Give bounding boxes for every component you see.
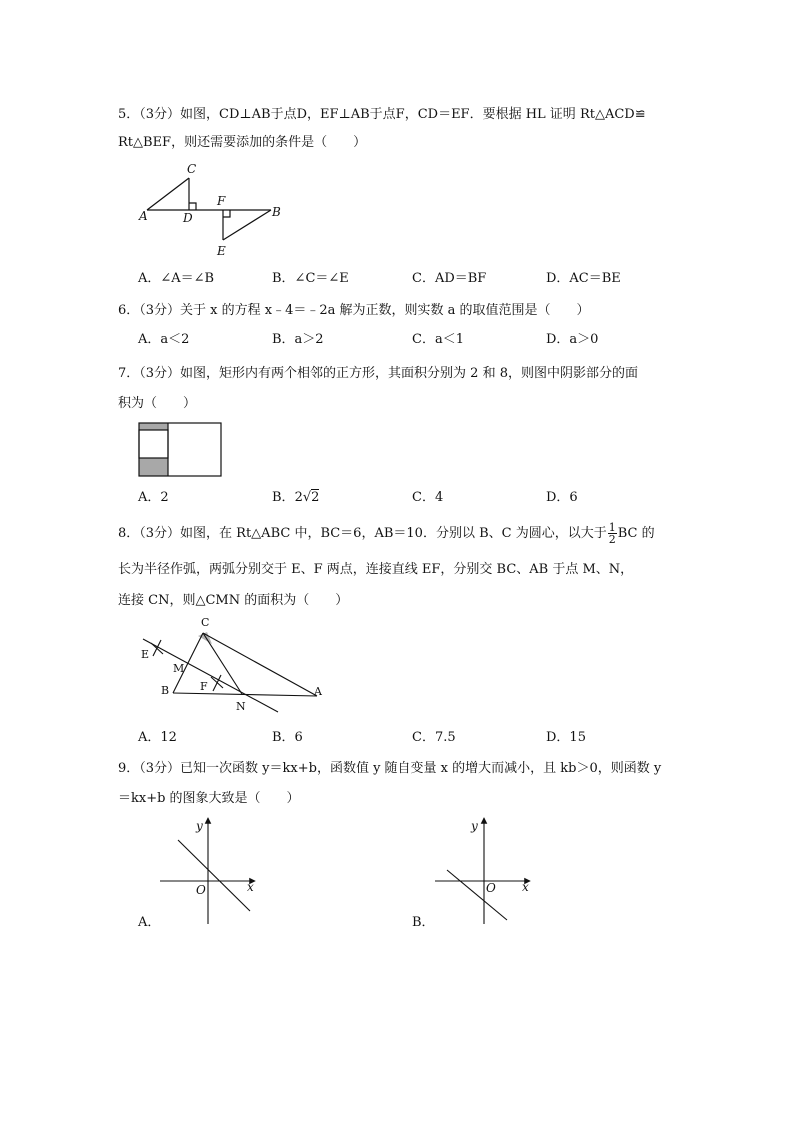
q8-line-1: [118, 522, 655, 545]
q8-option-c: C．7.5: [412, 730, 456, 745]
fraction-denominator: 2: [608, 533, 616, 546]
q8-option-b: B．6: [272, 730, 303, 745]
q9b-function-line: [447, 870, 507, 920]
q8-label-a: A: [314, 685, 322, 698]
q5-label-a: A: [139, 209, 148, 223]
q9-graph-b: [425, 812, 545, 930]
q9a-label-x: x: [247, 880, 254, 894]
q5-label-c: C: [187, 162, 197, 176]
q6-option-c: C．a＜1: [412, 332, 464, 347]
q9-line-2: ＝kx+b 的图象大致是（ ）: [118, 791, 300, 806]
q5-label-d: D: [183, 211, 193, 225]
q7-option-d: D．6: [546, 490, 578, 505]
q8-label-n: N: [236, 700, 246, 713]
q7-line-2: 积为（ ）: [118, 396, 197, 411]
q7-option-a: A．2: [138, 490, 169, 505]
q8-option-a: A．12: [138, 730, 177, 745]
q6-option-b: B．a＞2: [272, 332, 324, 347]
q5-figure: [135, 160, 295, 260]
q5-line-2: Rt△BEF，则还需要添加的条件是（ ）: [118, 135, 367, 150]
q5-option-c: C．AD＝BF: [412, 271, 487, 286]
q7-small-square: [139, 430, 168, 458]
q5-line-1: 5．（3分）如图，CD⊥AB于点D，EF⊥AB于点F，CD＝EF．要根据 HL 证明 Rt△ACD≌: [118, 107, 646, 122]
q9b-label-y: y: [471, 819, 478, 833]
q5-label-e: E: [217, 244, 226, 258]
q8-label-m: M: [173, 662, 185, 675]
q8-line-1-tail: BC 的: [617, 526, 655, 541]
q8-line-2: 长为半径作弧，两弧分别交于 E、F 两点，连接直线 EF，分别交 BC、AB 于点 M、N，: [118, 562, 634, 577]
q5-label-b: B: [272, 205, 281, 219]
fraction-numerator: 1: [608, 521, 616, 534]
q7-option-b: [272, 489, 319, 507]
q9-option-a: A．: [138, 915, 161, 930]
q8-line-3: 连接 CN，则△CMN 的面积为（ ）: [118, 593, 349, 608]
q5-option-d: D．AC＝BE: [546, 271, 621, 286]
q9b-label-x: x: [522, 880, 529, 894]
q7-option-b-radicand: 2: [311, 490, 320, 505]
q5-right-angle-f: [223, 210, 230, 217]
q9-option-b: B．: [412, 915, 435, 930]
q7-shaded-bottom: [139, 458, 168, 476]
q5-right-angle-d: [189, 203, 196, 210]
q5-line-ac: [147, 178, 189, 210]
q8-label-e: E: [141, 648, 150, 661]
q9-graph-a: [150, 812, 270, 930]
q5-label-f: F: [217, 194, 226, 208]
q9a-function-line: [178, 840, 250, 911]
q6-option-d: D．a＞0: [546, 332, 599, 347]
q8-segment-cn: [203, 633, 242, 694]
q7-option-b-label: B．: [272, 490, 295, 505]
q8-line-ef: [143, 639, 278, 712]
q9a-label-o: O: [196, 883, 206, 897]
q7-option-c: C．4: [412, 490, 444, 505]
q8-label-c: C: [201, 616, 210, 629]
q7-figure: [138, 422, 224, 478]
q9-line-1: 9．（3分）已知一次函数 y＝kx+b，函数值 y 随自变量 x 的增大而减小，且 kb＞0，则函数 y: [118, 761, 662, 776]
sqrt-sign: √: [302, 490, 312, 505]
q8-option-d: D．15: [546, 730, 586, 745]
q5-option-b: B．∠C＝∠E: [272, 271, 349, 286]
q9b-label-o: O: [486, 881, 496, 895]
q9a-label-y: y: [196, 819, 203, 833]
q6-line-1: 6．（3分）关于 x 的方程 x﹣4＝﹣2a 解为正数，则实数 a 的取值范围是（ ）: [118, 303, 590, 318]
q7-line-1: 7．（3分）如图，矩形内有两个相邻的正方形，其面积分别为 2 和 8，则图中阴影部分的面: [118, 366, 638, 381]
q6-option-a: A．a＜2: [138, 332, 190, 347]
q8-side-ca: [203, 633, 317, 696]
q8-label-f: F: [200, 680, 208, 693]
fraction-one-half: [608, 522, 617, 545]
q7-option-b-coef: 2: [294, 490, 303, 505]
q8-line-1-text: 8．（3分）如图，在 Rt△ABC 中，BC＝6，AB＝10．分别以 B、C 为圆心，以大于: [118, 526, 607, 541]
q8-label-b: B: [161, 684, 170, 697]
q8-figure: [135, 612, 335, 718]
q5-option-a: A．∠A＝∠B: [138, 271, 215, 286]
q7-shaded-top: [139, 423, 168, 430]
